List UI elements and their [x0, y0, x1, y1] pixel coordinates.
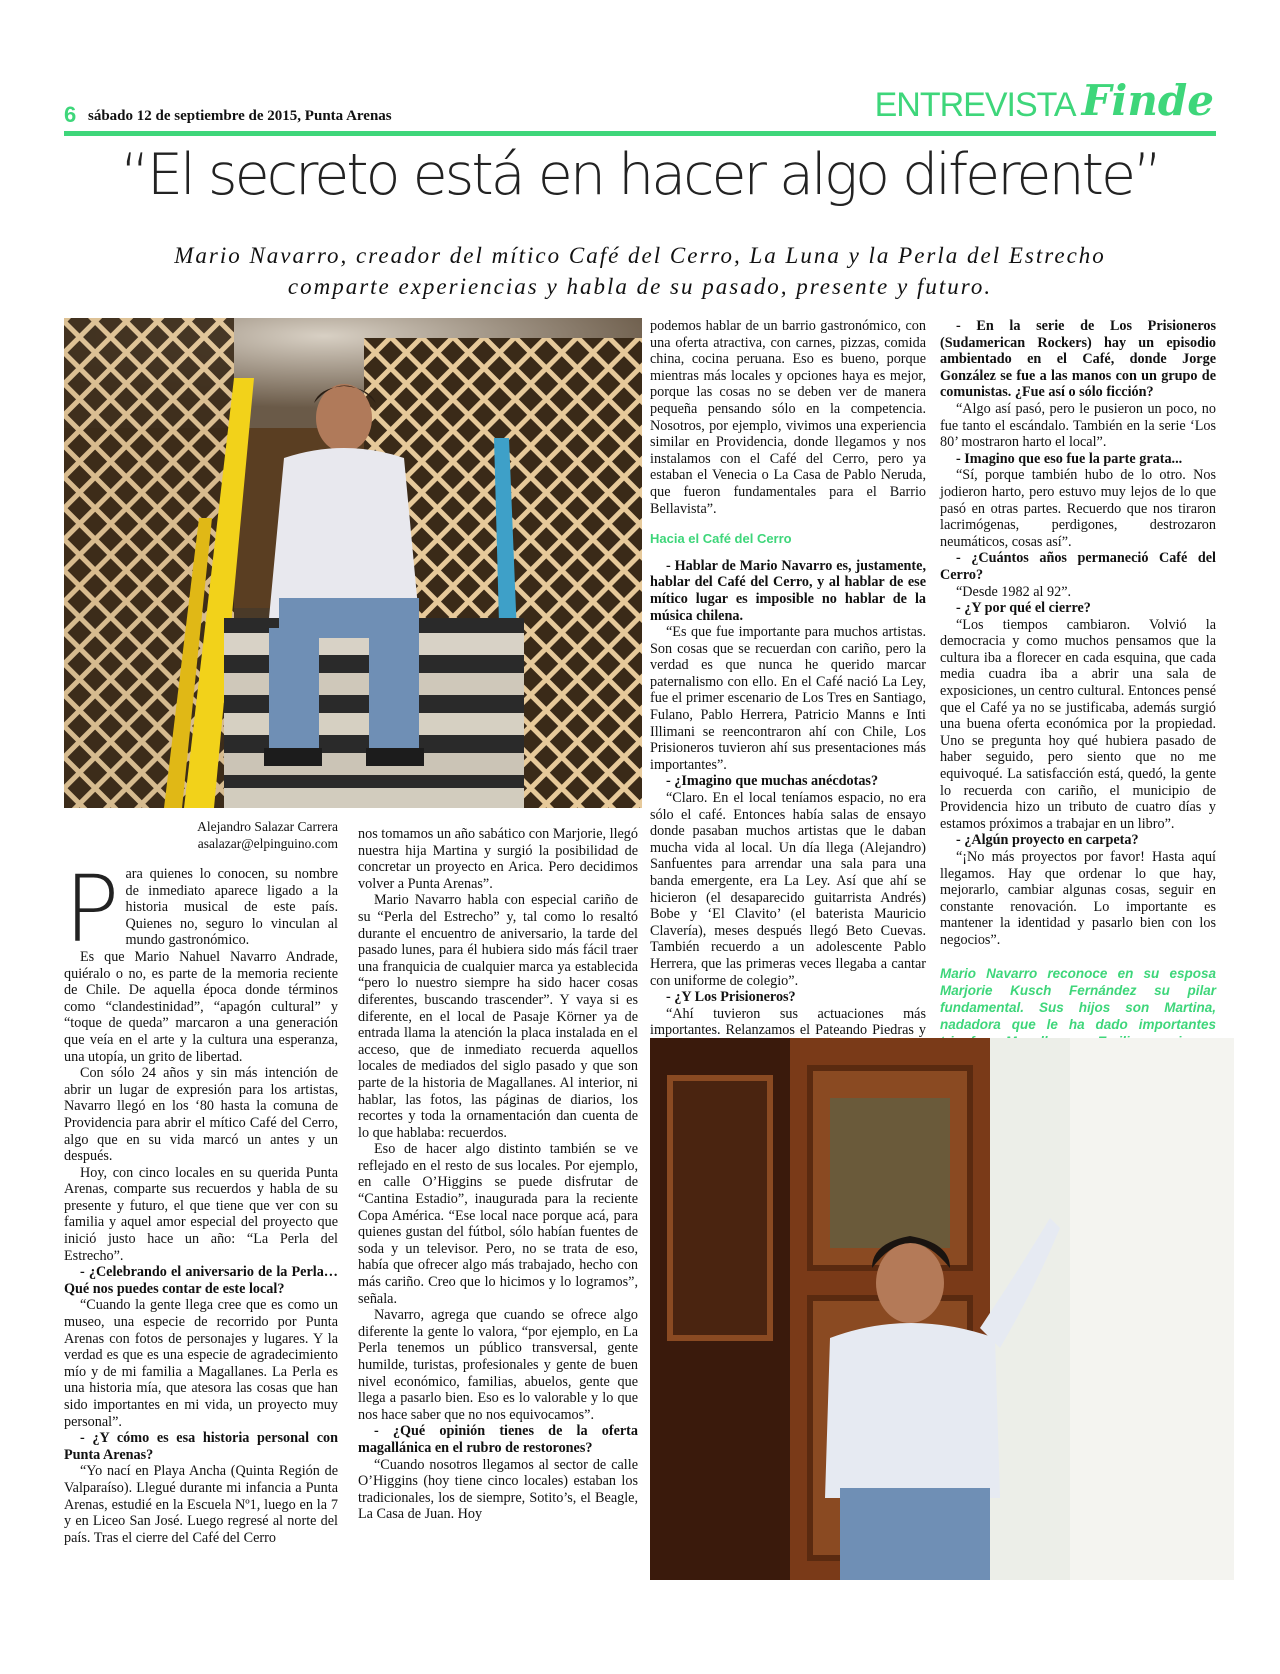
article-paragraph: Navarro, agrega que cuando se ofrece algo diferente la gente lo valora, “por ejemplo, en La Perla tenemos un público transversal, gente humilde, turistas, profesionales y gente de buen nivel económico, familias, abuelos, gente que llega a pasarlo bien. Eso es lo valorable y lo que nos hace saber que no nos equivocamos”.: [358, 1307, 638, 1423]
page-header: [64, 70, 1214, 130]
byline-author: Alejandro Salazar Carrera: [197, 819, 338, 834]
photo-doorway: [650, 1038, 1234, 1580]
article-paragraph: “Yo nací en Playa Ancha (Quinta Región de Valparaíso). Llegué durante mi infancia a Punta Arenas, estudié en la Escuela Nº1, luego en la 7 y en Liceo San José. Luego regresé al norte del país. Tras el cierre del Café del Cerro: [64, 1463, 338, 1546]
article-paragraph: Eso de hacer algo distinto también se ve reflejado en el resto de sus locales. Por ejemplo, en calle O’Higgins se puede disfrutar de “Cantina Estadio”, inaugurada para la reciente Copa América. “Ese local nace porque acá, para quienes gustan del fútbol, sólo habían fuentes de soda y un televisor. Pero, no se trata de eso, había que ofrecer algo más trabajado, hecho con más cariño. Creo que lo hicimos y lo logramos”, señala.: [358, 1141, 638, 1307]
article-paragraph: ara quienes lo conocen, su nombre de inmediato aparece ligado a la historia musical de este país. Quienes no, seguro lo vinculan al mundo gastronómico.: [125, 866, 338, 949]
column-2-body: [358, 826, 638, 1523]
article-paragraph: “Algo así pasó, pero le pusieron un poco, no fue tanto el escándalo. También en la serie ‘Los 80’ mostraron harto el local”.: [940, 400, 1216, 451]
interview-question: - ¿Celebrando el aniversario de la Perla… Qué nos puedes contar de este local?: [64, 1264, 338, 1297]
article-paragraph: Es que Mario Nahuel Navarro Andrade, quiéralo o no, es parte de la memoria reciente de Chile. De aquella época donde términos como “clandestinidad”, “apagón cultural” y “toque de queda” marcaron a una generación que veía en el arte y la cultura una esperanza, una utopía, un grito de libertad.: [64, 948, 338, 1065]
byline: [64, 818, 338, 852]
dateline: sábado 12 de septiembre de 2015, Punta Arenas: [88, 108, 392, 124]
byline-email: asalazar@elpinguino.com: [197, 836, 338, 851]
drop-cap: P: [64, 856, 120, 963]
column-1-body: [64, 856, 338, 1546]
article-paragraph: “Cuando la gente llega cree que es como un museo, una especie de recorrido por Punta Arenas con fotos de personajes y lugares. Y la verdad es que es una especie de agradecimiento mío y de mi familia a Magallanes. La Perla es una historia mía, que atesora las cosas que han sido importantes en mi vida, un proyecto muy personal”.: [64, 1297, 338, 1430]
article-paragraph: “Ahí tuvieron sus actuaciones más importantes. Relanzamos el Pateando Piedras y: [650, 1005, 926, 1039]
article-paragraph: “¡No más proyectos por favor! Hasta aquí llegamos. Hay que ordenar lo que hay, mejorarlo, cambiar algunas cosas, seguir en constante renovación. Lo importante es mantener la identidad y pasarlo bien con los negocios”.: [940, 849, 1216, 948]
deck: [64, 240, 1216, 302]
interview-question: - ¿Algún proyecto en carpeta?: [956, 832, 1139, 849]
deck-line-1: Mario Navarro, creador del mítico Café del Cerro, La Luna y la Perla del Estrecho: [174, 243, 1106, 268]
interview-question: - Imagino que eso fue la parte grata...: [956, 450, 1183, 467]
column-1: [64, 818, 338, 1546]
interview-question: - ¿Y cómo es esa historia personal con Punta Arenas?: [64, 1430, 338, 1463]
interview-question: - ¿Y por qué el cierre?: [956, 600, 1091, 617]
article-paragraph: “Cuando nosotros llegamos al sector de calle O’Higgins (hoy tiene cinco locales) estaban los tradicionales, los de siempre, Sotito’s, el Beagle, La Casa de Juan. Hoy: [358, 1456, 638, 1523]
column-3-body: [650, 318, 926, 1072]
interview-question: - Hablar de Mario Navarro es, justamente, hablar del Café del Cerro, y al hablar de ese mítico lugar es imposible no hablar de la música chilena.: [650, 557, 926, 624]
section-bold: Finde: [1081, 76, 1214, 125]
article-paragraph: “Claro. En el local teníamos espacio, no era sólo el café. Entonces había salas de ensayo donde pasaban muchos artistas que le daban mucha vida al local. Un día llega (Alejandro) Sanfuentes para arrendar una sala para una banda emergente, era La Ley. Así que ahí se hicieron (el desaparecido guitarrista Andrés) Bobe y ‘El Clavito’ (el baterista Mauricio Clavería), meses después llegó Beto Cuevas. También recuerdo a un adolescente Pablo Herrera, que las primeras veces llegaba a cantar con uniforme de colegio”.: [650, 790, 926, 989]
article-paragraph: Hoy, con cinco locales en su querida Punta Arenas, comparte sus recuerdos y habla de su presente y futuro, el que tiene que ver con su familia y aquel amor especial del proyecto que inició justo hace un año: “La Perla del Estrecho”.: [64, 1164, 338, 1264]
interview-question: - ¿Qué opinión tienes de la oferta magallánica en el rubro de restorones?: [358, 1423, 638, 1456]
header-rule: [64, 131, 1216, 136]
column-4-body: [940, 318, 1216, 949]
photo-staircase: [64, 318, 642, 808]
page-number: 6: [64, 102, 77, 127]
article-paragraph: “Los tiempos cambiaron. Volvió la democracia y como muchos pensamos que la cultura iba a florecer en cada esquina, que cada media cuadra iba a abrir una sala de exposiciones, un centro cultural. Entonces pensé que el Café ya no se justificaba, además surgió una buena oferta económica por la propiedad. Uno se pregunta hoy qué hubiera pasado de haber seguido, pero siento que no me equivoqué. La satisfacción está, quedó, la gente lo recuerda con cariño, el municipio de Providencia hizo un tributo de cuatro días y estamos próximos a trabajar en un libro”.: [940, 616, 1216, 832]
article-paragraph: Con sólo 24 años y sin más intención de abrir un lugar de expresión para los artistas, Navarro llegó en los ‘80 hasta la comuna de Providencia para abrir el mítico Café del Cerro, algo que en su vida marcó un antes y un después.: [64, 1065, 338, 1165]
interview-question: - En la serie de Los Prisioneros (Sudamerican Rockers) hay un episodio ambientado en el Café, donde Jorge González se fue a las manos con un grupo de comunistas. ¿Fue así o sólo ficción?: [940, 318, 1216, 401]
column-2: [358, 826, 638, 1523]
headline: “El secreto está en hacer algo diferente”: [120, 142, 1160, 208]
section-label: [875, 76, 1214, 125]
interview-question: - ¿Cuántos años permaneció Café del Cerro?: [940, 550, 1216, 583]
interview-question: - ¿Y Los Prisioneros?: [666, 989, 796, 1006]
section-light: ENTREVISTA: [874, 86, 1076, 124]
article-paragraph: podemos hablar de un barrio gastronómico, con una oferta atractiva, con carnes, pizzas, comida china, cocina peruana. Eso es bueno, porque mientras más locales y opciones haya es mejor, porque las cosas no se deben ver de manera pequeña pensando sólo en la competencia. Nosotros, por ejemplo, vivimos una experiencia similar en Providencia, donde llegamos y nos instalamos con el Café del Cerro, pero ya estaban el Venecia o La Casa de Pablo Neruda, que fueron fundamentales para el Barrio Bellavista”.: [650, 318, 926, 517]
column-4: [940, 318, 1216, 1084]
article-paragraph: “Desde 1982 al 92”.: [956, 583, 1072, 600]
section-subhead: Hacia el Café del Cerro: [650, 531, 792, 547]
article-paragraph: “Sí, porque también hubo de lo otro. Nos jodieron harto, pero estuvo muy lejos de lo que pasó en otras partes. Recuerdo que nos tiraron lacrimógenas, perdigones, destrozaron neumáticos, cosas así”.: [940, 467, 1216, 550]
article-paragraph: nos tomamos un año sabático con Marjorie, llegó nuestra hija Martina y surgió la posibilidad de concretar un proyecto en Arica. Pero decidimos volver a Punta Arenas”.: [358, 826, 638, 892]
photo-caption: Mario Navarro reconoce en su esposa Marjorie Kusch Fernández su pilar fundamental. Sus hijos son Martina, nadadora que le ha dado importantes: [940, 965, 1216, 1032]
article-paragraph: “Es que fue importante para muchos artistas. Son cosas que se recuerdan con cariño, pero la verdad es que nunca he querido marcar paternalismo con ello. En el Café nació La Ley, fue el primer escenario de Los Tres en Santiago, Fulano, Pablo Herrera, Patricio Manns e Inti Illimani se reencontraron ahí con Chile, Los Prisioneros tuvieron ahí sus presentaciones más importantes”.: [650, 624, 926, 773]
article-paragraph: Mario Navarro habla con especial cariño de su “Perla del Estrecho” y, tal como lo resaltó durante el encuentro de aniversario, la tarde del pasado lunes, para él hubiera sido más fácil traer una franquicia de cualquier marca ya establecida “pero lo nuestro siempre ha sido hacer cosas diferentes, buscando trascender”. Y vaya si es diferente, en el local de Pasaje Körner ya de entrada llama la atención la placa instalada en el acceso, que de inmediato recuerda aquellos locales de mediados del siglo pasado y que son parte de la historia de Magallanes. Al interior, ni hablar, las fotos, las páginas de diarios, los recortes y toda la ornamentación dan cuenta de lo que hablaba: recuerdos.: [358, 892, 638, 1141]
interview-question: - ¿Imagino que muchas anécdotas?: [666, 773, 879, 790]
column-3: [650, 318, 926, 1072]
deck-line-2: comparte experiencias y habla de su pasado, presente y futuro.: [287, 274, 993, 299]
